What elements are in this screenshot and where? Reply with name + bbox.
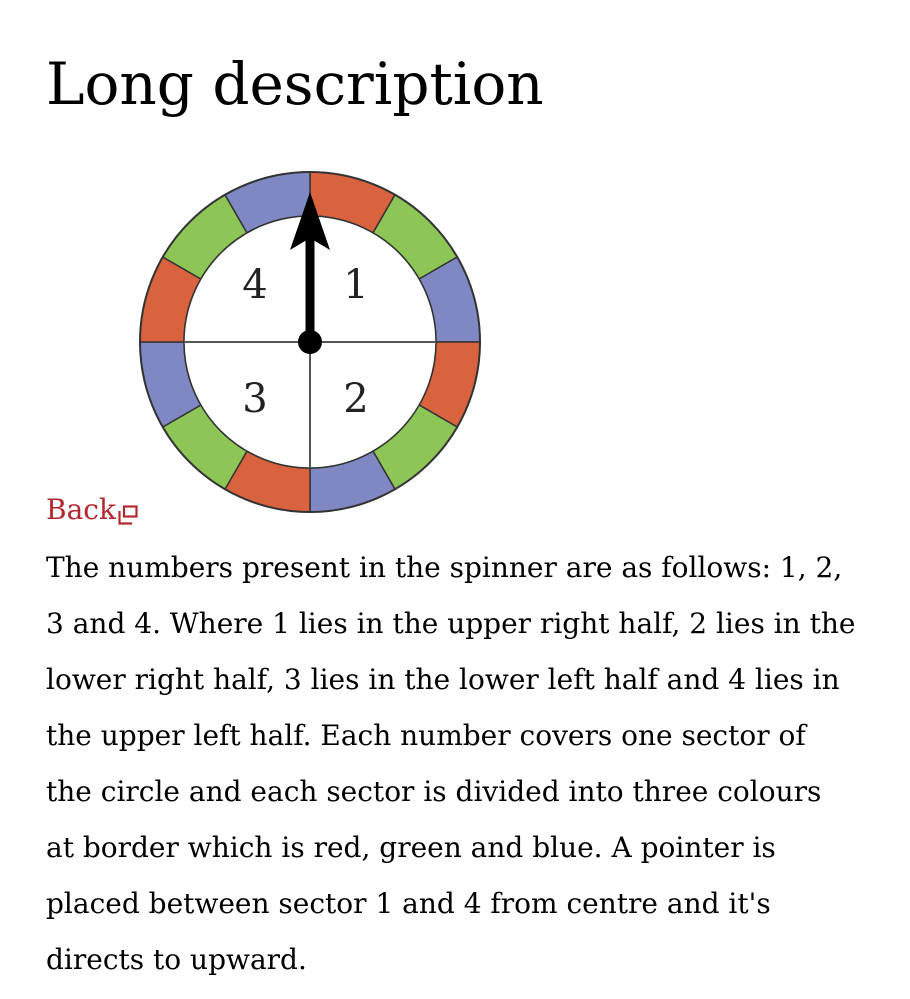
back-link-label: Back [46,493,116,526]
back-link[interactable] [46,490,138,530]
sector-label-2: 2 [343,376,369,422]
spinner-figure [138,170,483,515]
external-window-icon [118,496,138,516]
sector-label-4: 4 [242,262,268,308]
long-description-text: The numbers present in the spinner are as follows: 1, 2, 3 and 4. Where 1 lies in the upper right half, 2 lies in the lower right half, 3 lies in the lower left half and 4 lies in the upper left half. Each number covers one sector of the circle and each sector is divided into three colours at border which is red, green and blue. A pointer is placed between sector 1 and 4 from centre and it's directs to upward. [46,551,856,976]
sector-label-3: 3 [242,376,268,422]
page-title: Long description [46,50,544,118]
spinner-image [138,170,483,515]
sector-label-1: 1 [343,262,369,308]
